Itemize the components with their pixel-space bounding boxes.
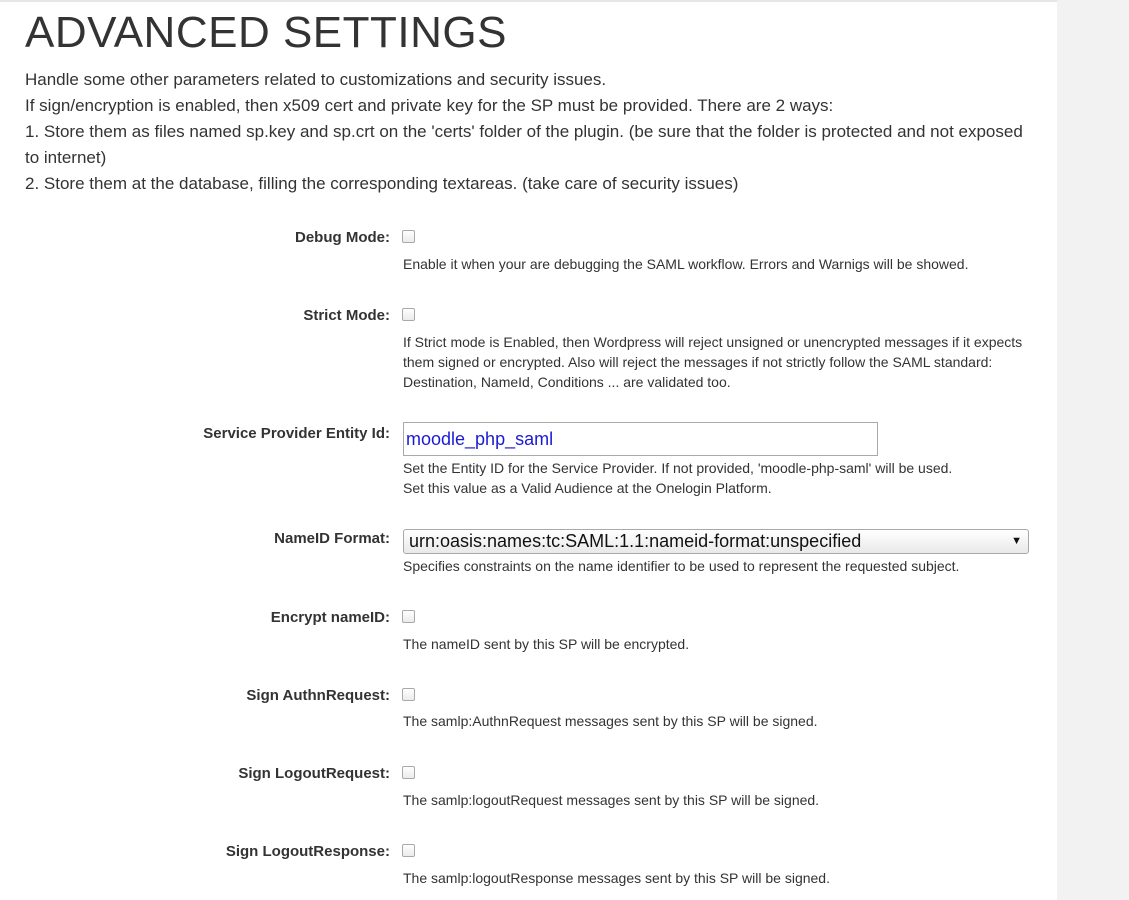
debug-mode-checkbox[interactable] bbox=[402, 230, 415, 243]
intro-line: 1. Store them as files named sp.key and sp.crt on the 'certs' folder of the plugin. (be sure that the folder is protected and not exposed to internet) bbox=[25, 122, 1023, 167]
nameid-format-selected-value: urn:oasis:names:tc:SAML:1.1:nameid-format:unspecified bbox=[409, 531, 862, 551]
intro-text bbox=[25, 67, 1035, 197]
help-line: Set this value as a Valid Audience at the Onelogin Platform. bbox=[403, 480, 772, 496]
strict-mode-label: Strict Mode: bbox=[303, 307, 390, 324]
help-line: Destination, NameId, Conditions ... are validated too. bbox=[403, 374, 731, 390]
sign-authn-request-checkbox[interactable] bbox=[402, 688, 415, 701]
debug-mode-help bbox=[403, 254, 1023, 274]
help-line: Specifies constraints on the name identifier to be used to represent the requested subject. bbox=[403, 558, 960, 574]
entity-id-label: Service Provider Entity Id: bbox=[203, 425, 390, 442]
help-line: The samlp:logoutRequest messages sent by this SP will be signed. bbox=[403, 792, 820, 808]
intro-line: 2. Store them at the database, filling the corresponding textareas. (take care of security issues) bbox=[25, 174, 739, 193]
encrypt-nameid-label: Encrypt nameID: bbox=[270, 609, 390, 626]
sign-logout-request-checkbox[interactable] bbox=[402, 766, 415, 779]
sign-logout-request-label: Sign LogoutRequest: bbox=[238, 765, 390, 782]
encrypt-nameid-checkbox[interactable] bbox=[402, 610, 415, 623]
dropdown-arrow-icon: ▼ bbox=[1011, 535, 1022, 547]
sign-logout-response-label: Sign LogoutResponse: bbox=[225, 843, 390, 860]
sign-logout-response-help bbox=[403, 868, 1023, 888]
sign-authn-request-help bbox=[403, 711, 1023, 731]
help-line: Enable it when your are debugging the SAML workflow. Errors and Warnigs will be showed. bbox=[403, 256, 969, 272]
help-line: The nameID sent by this SP will be encrypted. bbox=[403, 636, 690, 652]
sign-logout-response-checkbox[interactable] bbox=[402, 844, 415, 857]
nameid-format-help bbox=[403, 556, 1023, 576]
help-line: them signed or encrypted. Also will reject the messages if not strictly follow the SAML standard: bbox=[403, 354, 993, 370]
help-line: The samlp:AuthnRequest messages sent by this SP will be signed. bbox=[403, 713, 818, 729]
page-title: ADVANCED SETTINGS bbox=[25, 8, 507, 57]
help-line: The samlp:logoutResponse messages sent by this SP will be signed. bbox=[403, 870, 830, 886]
right-side-panel bbox=[1057, 0, 1129, 900]
strict-mode-checkbox[interactable] bbox=[402, 308, 415, 321]
sign-authn-request-label: Sign AuthnRequest: bbox=[246, 687, 390, 704]
nameid-format-select[interactable] bbox=[403, 529, 1029, 554]
debug-mode-label: Debug Mode: bbox=[295, 229, 390, 246]
help-line: Set the Entity ID for the Service Provider. If not provided, 'moodle-php-saml' will be used. bbox=[403, 460, 953, 476]
intro-line: If sign/encryption is enabled, then x509 cert and private key for the SP must be provided. There are 2 ways: bbox=[25, 96, 834, 115]
nameid-format-label: NameID Format: bbox=[274, 530, 390, 547]
intro-line: Handle some other parameters related to customizations and security issues. bbox=[25, 70, 607, 89]
entity-id-help bbox=[403, 458, 1023, 498]
top-border bbox=[0, 0, 1057, 2]
sign-logout-request-help bbox=[403, 790, 1023, 810]
strict-mode-help bbox=[403, 332, 1023, 392]
encrypt-nameid-help bbox=[403, 634, 1023, 654]
entity-id-input[interactable]: moodle_php_saml bbox=[403, 422, 878, 456]
help-line: If Strict mode is Enabled, then Wordpress will reject unsigned or unencrypted messages if it expects bbox=[403, 334, 1023, 350]
